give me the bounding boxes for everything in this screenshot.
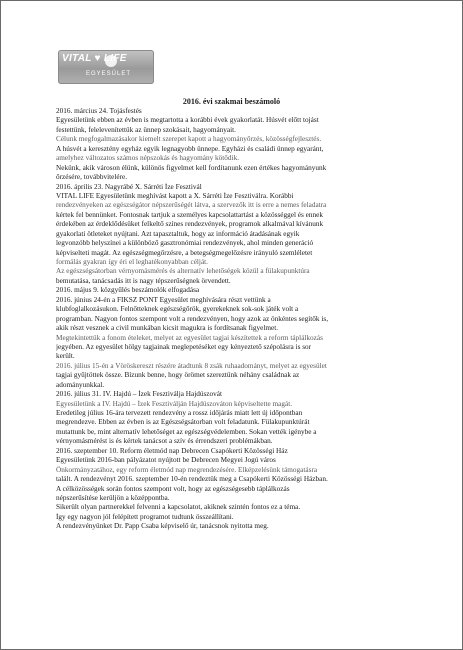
text-line: formálás gyakran így éri el leghatékonyabban célját.: [56, 258, 208, 266]
text-line: tagjai gyűjtöttek össze. Bízunk benne, hogy örömet szereztünk néhány családnak az: [56, 371, 300, 380]
text-line: Egyesületünk 2016-ban pályázatot nyújtott be Debrecen Megyei Jogú város: [56, 456, 276, 465]
text-line: Megtekintettük a fonom ételeket, melyet az egyesület tagjai készítettek a reform táplálkozás: [56, 333, 323, 342]
text-line: Önkormányzatához, egy reform életmód nap megrendezésére. Elképzelésünk támogatásra: [56, 465, 318, 474]
text-line: Az egészségsátorban vérnyomásmérés és alternatív lehetőségek közül a fülakupunktúra: [56, 267, 310, 276]
text-line: A rendezvényünket Dr. Papp Csaba képviselő úr, tanácsnok nyitotta meg.: [56, 522, 269, 531]
text-line: A célközösségek során fontos szempont volt, hogy az egészségesebb táplálkozás: [56, 484, 290, 493]
text-line: amelyhez változatos számos népszokás és hagyomány kötődik.: [56, 154, 240, 163]
text-line: rendezvényeken az egészségátor népszerűségét látva, a szervezők itt is erre a nemes feladatra: [56, 201, 327, 210]
text-line: Nekünk, akik városon élünk, különös figyelmet kell fordítanunk ezen értékes hagyományunk: [56, 163, 327, 172]
text-line: bemutatása, tanácsadás itt is nagy tépszerűségnek örvendett.: [56, 276, 231, 285]
text-line: 2016. június 24-én a FIKSZ PONT Egyesület meghívására részt vettünk a: [56, 295, 271, 304]
text-line: Egyesületünk a IV. Hajdú – Ízek Fesztiválján Hajdúszováton képviseltette magát.: [56, 399, 293, 408]
text-line: őrzésére, továbbvitelére.: [56, 173, 128, 182]
text-line: 2016. július 31. IV. Hajdú – Ízek Fesztiválja Hajdúszovát: [56, 390, 222, 399]
text-line: talált. A rendezvényt 2016. szeptember 10-én rendeztük meg a Csapókerti Közösségi Házban.: [56, 475, 328, 484]
text-line: jegyében. Az egyesület hölgy tagjainak meglepetéséket egy kényeztető szépolásra is sor: [56, 342, 312, 351]
text-line: programban. Nagyon fontos szempont volt a rendezvényen, hogy azok az önkéntes segítők is,: [56, 314, 329, 323]
text-line: akik részt vesznek a civil munkában kicsit magukra is fordítsanak figyelmet.: [56, 324, 279, 333]
text-line: Eredetileg július 16-ára tervezett rendezvény a rossz időjárás miatt lett új időpontban: [56, 409, 303, 417]
text-line: Sikerült olyan partnerekkel felvenni a kapcsolatot, akiknek szintén fontos ez a téma.: [56, 503, 301, 512]
report-body: [56, 107, 450, 532]
text-line: megrendezve. Ebben az évben is az Egészségsátorban volt feladatunk. Fülakupunktúrát: [56, 418, 310, 427]
vital-life-logo: [58, 50, 154, 84]
text-line: került.: [56, 352, 75, 361]
text-line: gyakorlati ötleteket nyújtani. Azt tapasztaltuk, hogy az információ átadásának egyik: [56, 229, 300, 238]
text-line: népszerűsítése kerüljön a középpontba.: [56, 493, 170, 502]
text-line: Így egy nagyon jól felépített programot tudtunk összeállítani.: [56, 512, 234, 521]
text-line: legvonzóbb helyszínei a különböző gasztronómiai rendezvények, ahol minden generáció: [56, 239, 314, 248]
text-line: vérnyomásmérést is és kértek tanácsot a szív és érrendszeri problémákban.: [56, 437, 273, 446]
text-line: 2016. szeptember 10. Reform életmód nap Debrecen Csapókerti Közösségi Ház: [56, 446, 288, 455]
text-line: 2016. április 23. Nagyrábé X. Sárréti Íze Fesztivál: [56, 182, 202, 191]
text-line: klubfoglalkozásukon. Felnőtteknek egészségőrök, gyerekeknek sok-sok játék volt a: [56, 305, 299, 314]
text-line: Célunk megfogalmazásakor kiemelt szerepet kapott a hagyományőrzés, közösségfejlesztés.: [56, 135, 322, 144]
text-line: képviselteti magát. Az egészségmegőrzésre, a betegségmegelőzésre irányuló szemléletet: [56, 248, 313, 257]
text-line: érdekében az érdeklődésüket felkeltő színes rendezvények, programok alkalmával kívánunk: [56, 220, 324, 229]
text-line: 2016. március 24. Tojásfestés: [56, 107, 142, 115]
text-line: 2016. július 15-én a Vöröskereszt részére átadtunk 8 zsák ruhaadományt, melyet az egyesület: [56, 361, 327, 370]
text-line: kértek fel bennünket. Fontosnak tartjuk a személyes kapcsolattartást a közösséggel és ennek: [56, 210, 323, 219]
text-line: adományunkkal.: [56, 380, 105, 389]
text-line: Egyesületünk ebben az évben is megtartotta a korábbi évek gyakorlatát. Húsvét előtt tojást: [56, 116, 319, 125]
text-line: mutattunk be, mint alternatív lehetőséget az egészségvédelemben. Sokan vették igénybe a: [56, 427, 317, 436]
text-line: 2016. május 9. közgyűlés beszámolók elfogadása: [56, 286, 200, 295]
logo-brand-text: VITAL ♥ LIFE: [62, 53, 127, 64]
logo-sub-text: EGYESÜLET: [86, 71, 132, 77]
text-line: A húsvét a keresztény egyház egyik legnagyobb ünnepe. Egyházi és családi ünnep egyaránt,: [56, 144, 324, 153]
document-title: 2016. évi szakmai beszámoló: [182, 97, 281, 106]
text-line: festettünk, felelevenítettük az ünnep szokásait, hagyományait.: [56, 125, 236, 134]
text-line: VITAL LIFE Egyesületünk meghívást kapott a X. Sárréti Íze Fesztiválra. Korábbi: [56, 191, 294, 200]
